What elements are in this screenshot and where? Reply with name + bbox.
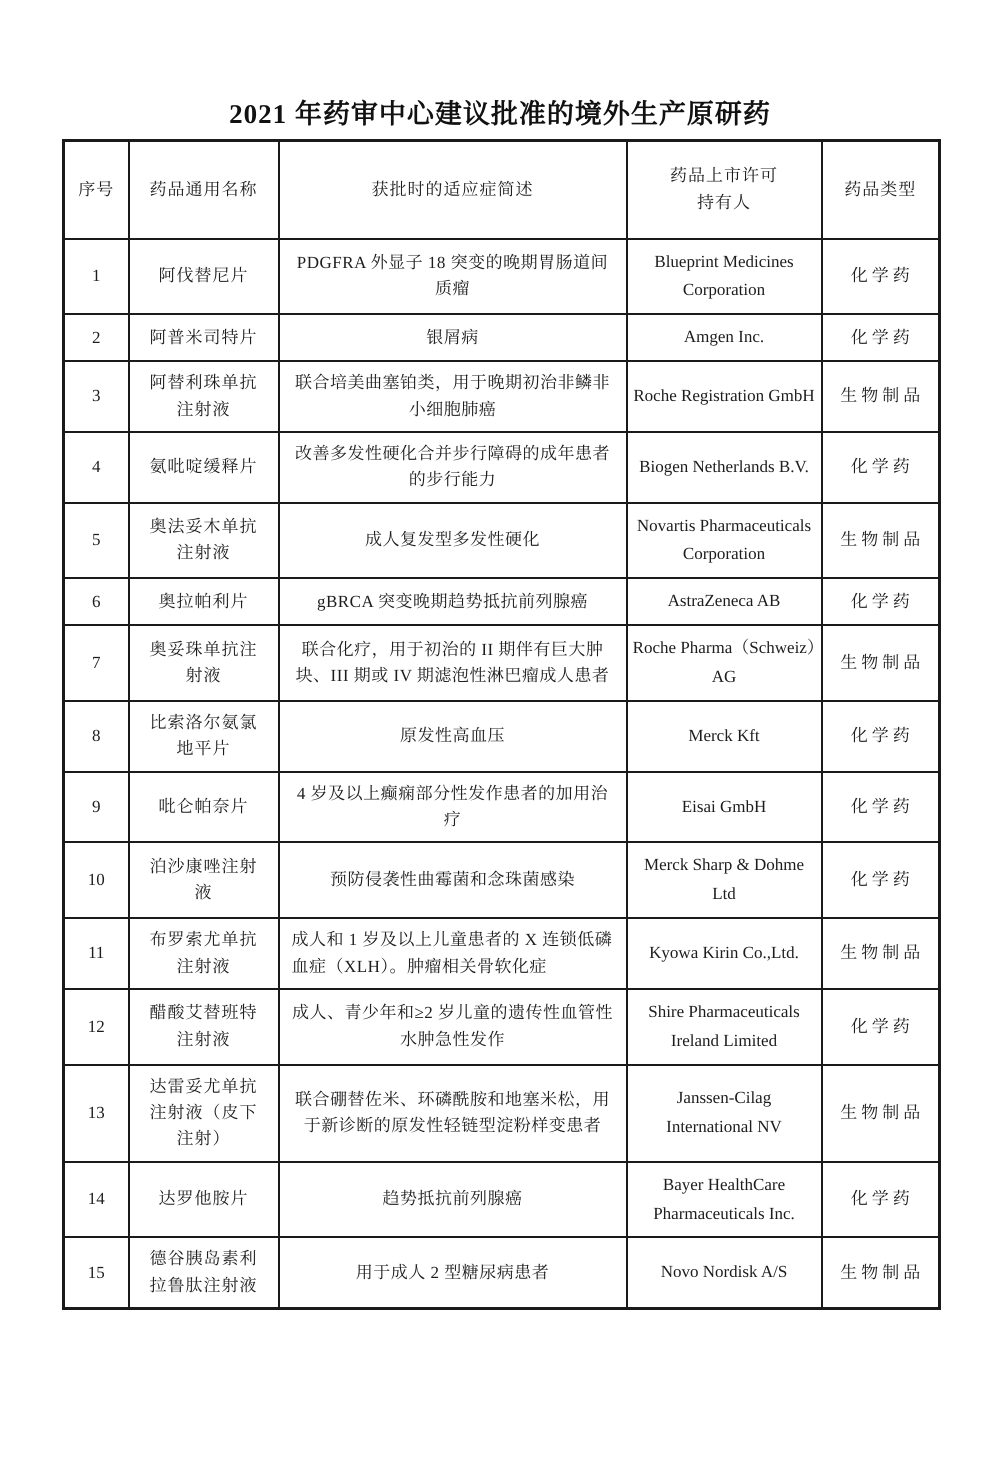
cell-drug-type: 化学药 [822, 842, 940, 918]
cell-drug-type: 化学药 [822, 432, 940, 503]
cell-indication: 银屑病 [279, 314, 627, 361]
cell-drug-type: 生物制品 [822, 503, 940, 579]
cell-holder: Novo Nordisk A/S [627, 1237, 822, 1308]
cell-drug-type: 化学药 [822, 989, 940, 1065]
cell-indication: 改善多发性硬化合并步行障碍的成年患者的步行能力 [279, 432, 627, 503]
table-row [64, 1162, 940, 1238]
cell-holder: Blueprint Medicines Corporation [627, 239, 822, 315]
cell-drug-type: 生物制品 [822, 361, 940, 432]
cell-row-number: 13 [64, 1065, 129, 1162]
cell-row-number: 3 [64, 361, 129, 432]
header-indication-label: 获批时的适应症简述 [371, 179, 534, 199]
table-row [64, 842, 940, 918]
table-row [64, 772, 940, 843]
table-body [64, 239, 940, 1309]
cell-holder: Janssen-Cilag International NV [627, 1065, 822, 1162]
cell-indication: gBRCA 突变晚期趋势抵抗前列腺癌 [279, 578, 627, 625]
cell-row-number: 7 [64, 625, 129, 701]
table-row [64, 314, 940, 361]
cell-drug-type: 化学药 [822, 314, 940, 361]
table-row [64, 432, 940, 503]
cell-holder: Amgen Inc. [627, 314, 822, 361]
drug-table [62, 139, 941, 1310]
cell-indication: 用于成人 2 型糖尿病患者 [279, 1237, 627, 1308]
header-drug-name-label: 药品通用名称 [149, 179, 258, 199]
cell-row-number: 10 [64, 842, 129, 918]
cell-holder: Shire Pharmaceuticals Ireland Limited [627, 989, 822, 1065]
header-row [64, 141, 940, 239]
cell-row-number: 11 [64, 918, 129, 989]
cell-holder: Roche Pharma（Schweiz）AG [627, 625, 822, 701]
header-no [64, 141, 129, 239]
table-row [64, 918, 940, 989]
cell-indication: 趋势抵抗前列腺癌 [279, 1162, 627, 1238]
cell-row-number: 9 [64, 772, 129, 843]
cell-indication: 联合硼替佐米、环磷酰胺和地塞米松，用于新诊断的原发性轻链型淀粉样变患者 [279, 1065, 627, 1162]
cell-drug-name: 布罗索尤单抗注射液 [129, 918, 279, 989]
cell-drug-name: 吡仑帕奈片 [129, 772, 279, 843]
cell-drug-name: 阿伐替尼片 [129, 239, 279, 315]
table-row [64, 361, 940, 432]
cell-drug-name: 奥妥珠单抗注射液 [129, 625, 279, 701]
cell-row-number: 5 [64, 503, 129, 579]
header-holder [627, 141, 822, 239]
cell-holder: Merck Kft [627, 701, 822, 772]
table-row [64, 239, 940, 315]
cell-row-number: 14 [64, 1162, 129, 1238]
cell-row-number: 2 [64, 314, 129, 361]
header-holder-label: 药品上市许可持有人 [670, 166, 778, 212]
cell-indication: 联合化疗，用于初治的 II 期伴有巨大肿块、III 期或 IV 期滤泡性淋巴瘤成人患者 [279, 625, 627, 701]
cell-indication: 成人和 1 岁及以上儿童患者的 X 连锁低磷血症（XLH）。肿瘤相关骨软化症 [279, 918, 627, 989]
cell-drug-type: 生物制品 [822, 1237, 940, 1308]
table-row [64, 1237, 940, 1308]
cell-drug-type: 化学药 [822, 578, 940, 625]
cell-row-number: 12 [64, 989, 129, 1065]
table-row [64, 625, 940, 701]
table-row [64, 578, 940, 625]
cell-drug-name: 氨吡啶缓释片 [129, 432, 279, 503]
cell-holder: AstraZeneca AB [627, 578, 822, 625]
cell-indication: 预防侵袭性曲霉菌和念珠菌感染 [279, 842, 627, 918]
cell-drug-name: 醋酸艾替班特注射液 [129, 989, 279, 1065]
header-drug-type-label: 药品类型 [844, 179, 917, 199]
cell-drug-name: 达罗他胺片 [129, 1162, 279, 1238]
cell-drug-type: 化学药 [822, 1162, 940, 1238]
cell-indication: 原发性高血压 [279, 701, 627, 772]
header-no-label: 序号 [78, 179, 115, 199]
cell-drug-type: 化学药 [822, 772, 940, 843]
cell-holder: Bayer HealthCare Pharmaceuticals Inc. [627, 1162, 822, 1238]
cell-holder: Merck Sharp & Dohme Ltd [627, 842, 822, 918]
header-drug-type [822, 141, 940, 239]
cell-drug-type: 生物制品 [822, 918, 940, 989]
cell-row-number: 8 [64, 701, 129, 772]
cell-drug-type: 化学药 [822, 701, 940, 772]
cell-holder: Roche Registration GmbH [627, 361, 822, 432]
header-indication [279, 141, 627, 239]
cell-indication: PDGFRA 外显子 18 突变的晚期胃肠道间质瘤 [279, 239, 627, 315]
cell-row-number: 1 [64, 239, 129, 315]
cell-drug-name: 德谷胰岛素利拉鲁肽注射液 [129, 1237, 279, 1308]
cell-drug-name: 阿替利珠单抗注射液 [129, 361, 279, 432]
cell-holder: Eisai GmbH [627, 772, 822, 843]
cell-row-number: 15 [64, 1237, 129, 1308]
cell-drug-name: 奥法妥木单抗注射液 [129, 503, 279, 579]
cell-holder: Biogen Netherlands B.V. [627, 432, 822, 503]
table-row [64, 701, 940, 772]
cell-drug-name: 泊沙康唑注射液 [129, 842, 279, 918]
cell-indication: 成人复发型多发性硬化 [279, 503, 627, 579]
cell-drug-name: 阿普米司特片 [129, 314, 279, 361]
page-title: 2021 年药审中心建议批准的境外生产原研药 [229, 99, 771, 129]
table-row [64, 1065, 940, 1162]
cell-indication: 成人、青少年和≥2 岁儿童的遗传性血管性水肿急性发作 [279, 989, 627, 1065]
table-row [64, 989, 940, 1065]
cell-drug-type: 生物制品 [822, 625, 940, 701]
cell-drug-type: 生物制品 [822, 1065, 940, 1162]
table-row [64, 503, 940, 579]
cell-row-number: 6 [64, 578, 129, 625]
cell-indication: 联合培美曲塞铂类，用于晚期初治非鳞非小细胞肺癌 [279, 361, 627, 432]
cell-drug-name: 达雷妥尤单抗注射液（皮下注射） [129, 1065, 279, 1162]
header-drug-name [129, 141, 279, 239]
cell-indication: 4 岁及以上癫痫部分性发作患者的加用治疗 [279, 772, 627, 843]
cell-drug-name: 比索洛尔氨氯地平片 [129, 701, 279, 772]
cell-drug-name: 奥拉帕利片 [129, 578, 279, 625]
cell-row-number: 4 [64, 432, 129, 503]
cell-drug-type: 化学药 [822, 239, 940, 315]
cell-holder: Novartis Pharmaceuticals Corporation [627, 503, 822, 579]
cell-holder: Kyowa Kirin Co.,Ltd. [627, 918, 822, 989]
